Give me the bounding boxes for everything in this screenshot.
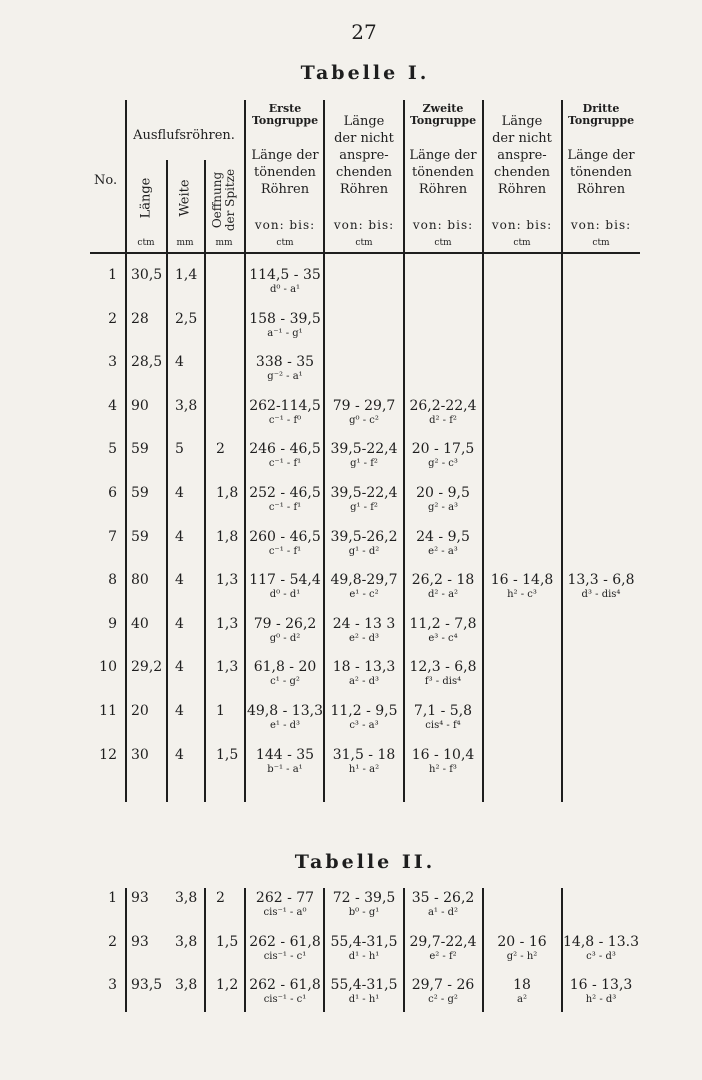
cell-n1: 31,5 - 18: [332, 746, 396, 763]
cell-opening: 1,2: [216, 977, 239, 993]
row-number: 7: [108, 528, 117, 545]
cell-g3: 13,3 - 6,8: [567, 572, 635, 589]
t1-rule-no: [125, 100, 127, 802]
cell-g1-notes: cis⁻¹ - a⁰: [263, 907, 307, 918]
cell-g2-notes: cis⁴ - f⁴: [425, 720, 461, 731]
t2-rule-g2: [482, 888, 484, 1012]
cell-width: 4: [175, 659, 184, 676]
header-third-group: Dritte Tongruppe: [567, 102, 635, 127]
cell-length: 93: [131, 890, 149, 906]
cell-width: 3,8: [175, 977, 198, 993]
row-number: 8: [108, 572, 117, 589]
cell-g1: 158 - 39,5: [249, 310, 321, 327]
cell-n2: 16 - 14,8: [490, 572, 554, 589]
cell-length: 93: [131, 933, 149, 950]
cell-n2-notes: h² - c³: [507, 589, 537, 601]
cell-g3-notes: d³ - dis⁴: [581, 589, 621, 601]
cell-opening: 1,3: [216, 572, 239, 589]
cell-length: 20: [131, 703, 149, 719]
cell-g2: 20 - 17,5: [411, 441, 475, 458]
header-no: No.: [94, 173, 118, 188]
cell-g1-notes: c⁻¹ - f¹: [268, 502, 302, 513]
t1-rule-n2: [561, 100, 563, 802]
row-number: 4: [108, 397, 117, 414]
cell-length: 80: [131, 572, 149, 589]
t1-rule-n1: [403, 100, 405, 802]
header-g3-tubes: Länge der tönenden Röhren: [567, 148, 635, 197]
cell-g2: 26,2-22,4: [409, 397, 477, 414]
cell-opening: 1,5: [216, 746, 239, 763]
cell-g1: 262 - 77: [255, 890, 315, 906]
row-number: 2: [108, 933, 117, 950]
unit-g3: ctm: [592, 238, 610, 248]
cell-g1: 262 - 61,8: [249, 933, 321, 950]
header-n1-tubes: Länge der nicht anspre- chenden Röhren: [334, 114, 394, 197]
cell-g2: 11,2 - 7,8: [409, 615, 477, 632]
cell-g2-notes: g² - c³: [428, 458, 458, 470]
cell-g3-notes: h² - d³: [585, 994, 617, 1005]
cell-g1: 252 - 46,5: [249, 485, 321, 501]
cell-width: 4: [175, 572, 184, 589]
cell-n1-notes: a² - d³: [348, 676, 380, 688]
cell-width: 4: [175, 354, 184, 371]
cell-opening: 1,3: [216, 659, 239, 676]
t2-rule-no: [125, 888, 127, 1012]
t2-rule-n1: [403, 888, 405, 1012]
cell-g2: 24 - 9,5: [416, 528, 470, 545]
cell-g2-notes: g² - a³: [427, 502, 459, 513]
cell-length: 28: [131, 310, 149, 327]
cell-width: 4: [175, 485, 184, 501]
cell-n1-notes: g¹ - f²: [350, 458, 378, 470]
header-from-to-n2: von: bis:: [491, 218, 553, 232]
t1-rule-len: [166, 160, 168, 802]
header-n2-tubes: Länge der nicht anspre- chenden Röhren: [492, 114, 552, 197]
cell-width: 5: [175, 441, 184, 458]
cell-g2: 29,7 - 26: [411, 977, 475, 993]
cell-n1-notes: g¹ - d²: [348, 545, 380, 557]
table-2-title: Tabelle II.: [294, 851, 436, 873]
cell-width: 4: [175, 528, 184, 545]
cell-g2-notes: d² - a²: [427, 589, 459, 601]
cell-g2: 12,3 - 6,8: [409, 659, 477, 676]
t2-rule-g1: [323, 888, 325, 1012]
cell-g1-notes: a⁻¹ - g¹: [267, 327, 303, 339]
cell-g1-notes: c⁻¹ - f¹: [268, 458, 302, 470]
cell-g1-notes: c⁻¹ - f¹: [268, 545, 302, 557]
cell-g2-notes: d² - f²: [429, 414, 457, 426]
cell-g1: 117 - 54,4: [249, 572, 321, 589]
cell-g1: 79 - 26,2: [253, 615, 317, 632]
t1-rule-g2: [482, 100, 484, 802]
cell-g2-notes: e² - a³: [428, 545, 458, 557]
cell-g1: 246 - 46,5: [249, 441, 321, 458]
cell-width: 4: [175, 703, 184, 719]
cell-g1: 260 - 46,5: [249, 528, 321, 545]
cell-width: 4: [175, 746, 184, 763]
cell-g2-notes: a¹ - d²: [427, 907, 459, 918]
cell-g2-notes: e³ - c⁴: [428, 632, 458, 644]
row-number: 9: [108, 615, 117, 632]
cell-width: 3,8: [175, 933, 198, 950]
row-number: 2: [108, 310, 117, 327]
cell-g1-notes: d⁰ - a¹: [269, 284, 301, 295]
row-number: 3: [108, 977, 117, 993]
header-from-to-g1: von: bis:: [254, 218, 316, 232]
cell-g2-notes: f³ - dis⁴: [424, 676, 462, 688]
cell-n2: 20 - 16: [497, 933, 547, 950]
header-g1-tubes: Länge der tönenden Röhren: [251, 148, 319, 197]
cell-g1: 61,8 - 20: [253, 659, 317, 676]
cell-n1-notes: e¹ - c²: [349, 589, 379, 601]
row-number: 5: [108, 441, 117, 458]
cell-length: 29,2: [131, 659, 163, 676]
cell-g1-notes: g⁻² - a¹: [267, 371, 303, 383]
cell-n1-notes: d¹ - h¹: [348, 950, 380, 962]
cell-opening: 1,8: [216, 528, 239, 545]
cell-n1-notes: d¹ - h¹: [348, 994, 380, 1005]
cell-n2: 18: [513, 977, 531, 993]
cell-g1: 114,5 - 35: [249, 267, 321, 283]
cell-n1: 39,5-22,4: [330, 485, 398, 501]
cell-opening: 1,8: [216, 485, 239, 501]
unit-len: ctm: [137, 238, 155, 248]
unit-n2: ctm: [513, 238, 531, 248]
header-outlet-group: Ausflufsröhren.: [133, 128, 235, 143]
header-g2-tubes: Länge der tönenden Röhren: [409, 148, 477, 197]
unit-width: mm: [176, 238, 194, 248]
cell-n1: 11,2 - 9,5: [330, 703, 398, 719]
row-number: 3: [108, 354, 117, 371]
cell-n1-notes: c³ - a³: [349, 720, 379, 731]
cell-n1: 18 - 13,3: [332, 659, 396, 676]
cell-opening: 1,5: [216, 933, 239, 950]
cell-g1-notes: cis⁻¹ - c¹: [263, 994, 307, 1005]
cell-n2-notes: g² - h²: [506, 950, 538, 962]
header-width: Weite: [177, 179, 193, 217]
cell-g1-notes: d⁰ - d¹: [269, 589, 301, 601]
cell-width: 3,8: [175, 397, 198, 414]
cell-n1-notes: b⁰ - g¹: [348, 907, 380, 918]
header-from-to-g3: von: bis:: [570, 218, 632, 232]
cell-width: 2,5: [175, 310, 198, 327]
row-number: 12: [99, 746, 117, 763]
cell-opening: 2: [216, 890, 225, 906]
unit-g1: ctm: [276, 238, 294, 248]
cell-g2: 16 - 10,4: [411, 746, 475, 763]
cell-g3: 14,8 - 13.3: [563, 933, 639, 950]
cell-n2-notes: a²: [517, 994, 527, 1005]
cell-opening: 1,3: [216, 615, 239, 632]
cell-length: 28,5: [131, 354, 163, 371]
cell-opening: 1: [216, 703, 225, 719]
row-number: 1: [108, 890, 117, 906]
cell-g1-notes: e¹ - d³: [269, 720, 301, 731]
row-number: 10: [99, 659, 117, 676]
cell-length: 93,5: [131, 977, 163, 993]
cell-g2-notes: h² - f³: [429, 763, 457, 775]
cell-g3: 16 - 13,3: [569, 977, 633, 993]
cell-length: 59: [131, 485, 149, 501]
cell-length: 59: [131, 441, 149, 458]
cell-width: 1,4: [175, 267, 198, 283]
t1-rule-width: [204, 160, 206, 802]
cell-g1-notes: cis⁻¹ - c¹: [263, 950, 307, 962]
t1-rule-g1: [323, 100, 325, 802]
cell-n1: 39,5-26,2: [330, 528, 398, 545]
table-1-title: Tabelle I.: [300, 62, 430, 84]
t2-rule-n2: [561, 888, 563, 1012]
unit-g2: ctm: [434, 238, 452, 248]
cell-g2: 26,2 - 18: [411, 572, 475, 589]
header-second-group: Zweite Tongruppe: [409, 102, 477, 127]
t1-rule-opening: [244, 100, 246, 802]
cell-length: 40: [131, 615, 149, 632]
header-opening: Oeffnung der Spitze: [210, 168, 237, 232]
cell-g1: 49,8 - 13,3: [247, 703, 323, 719]
header-length: Länge: [138, 177, 154, 219]
cell-n1-notes: g⁰ - c²: [349, 414, 379, 426]
cell-n1: 55,4-31,5: [330, 933, 398, 950]
unit-n1: ctm: [355, 238, 373, 248]
cell-n1: 55,4-31,5: [330, 977, 398, 993]
cell-width: 4: [175, 615, 184, 632]
header-from-to-n1: von: bis:: [333, 218, 395, 232]
unit-opening: mm: [215, 238, 233, 248]
cell-g2: 29,7-22,4: [409, 933, 477, 950]
row-number: 1: [108, 267, 117, 283]
cell-n1: 39,5-22,4: [330, 441, 398, 458]
t1-header-rule: [90, 252, 640, 254]
cell-n1: 72 - 39,5: [332, 890, 396, 906]
cell-n1: 24 - 13 3: [332, 615, 396, 632]
cell-n1-notes: h¹ - a²: [348, 763, 380, 775]
t2-rule-width: [204, 888, 206, 1012]
cell-n1: 49,8-29,7: [330, 572, 398, 589]
cell-g1-notes: c¹ - g²: [270, 676, 300, 688]
cell-length: 90: [131, 397, 149, 414]
cell-g2: 7,1 - 5,8: [413, 703, 473, 719]
cell-n1-notes: g¹ - f²: [350, 502, 378, 513]
row-number: 6: [108, 485, 117, 501]
cell-width: 3,8: [175, 890, 198, 906]
cell-g1: 144 - 35: [255, 746, 315, 763]
cell-length: 30: [131, 746, 149, 763]
row-number: 11: [99, 703, 117, 719]
cell-length: 59: [131, 528, 149, 545]
cell-g1-notes: b⁻¹ - a¹: [267, 763, 303, 775]
cell-g2-notes: c² - g²: [428, 994, 458, 1005]
header-from-to-g2: von: bis:: [412, 218, 474, 232]
cell-g1: 338 - 35: [255, 354, 315, 371]
cell-n1-notes: e² - d³: [348, 632, 380, 644]
cell-g1-notes: c⁻¹ - f⁰: [268, 414, 302, 426]
cell-n1: 79 - 29,7: [332, 397, 396, 414]
cell-g2-notes: e² - f²: [429, 950, 457, 962]
cell-g3-notes: c³ - d³: [586, 950, 616, 962]
cell-g2: 35 - 26,2: [411, 890, 475, 906]
cell-g1-notes: g⁰ - d²: [269, 632, 301, 644]
header-first-group: Erste Tongruppe: [251, 102, 319, 127]
cell-g1: 262-114,5: [249, 397, 321, 414]
cell-length: 30,5: [131, 267, 163, 283]
t2-rule-opening: [244, 888, 246, 1012]
page-number: 27: [351, 20, 377, 44]
cell-opening: 2: [216, 441, 225, 458]
cell-g1: 262 - 61,8: [249, 977, 321, 993]
cell-g2: 20 - 9,5: [416, 485, 470, 501]
